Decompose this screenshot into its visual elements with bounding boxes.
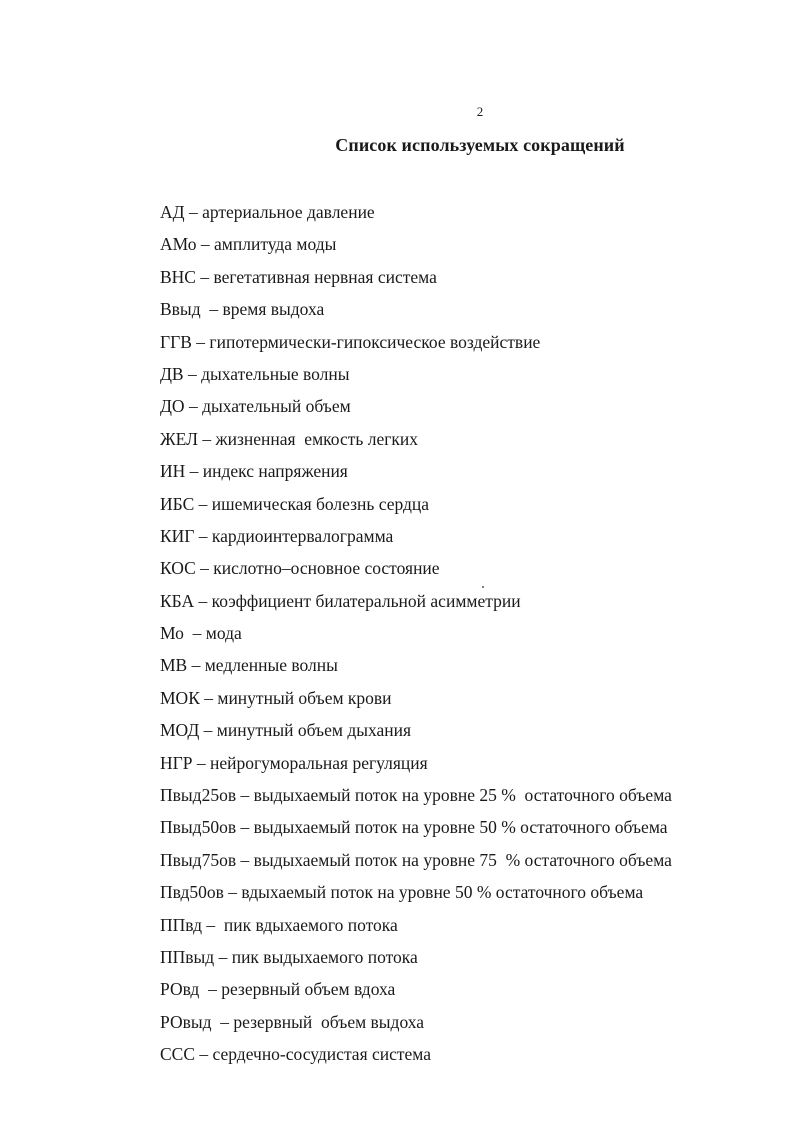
abbreviation-item: АМо – амплитуда моды [160,234,337,255]
abbreviation-item: Мо – мода [160,623,242,644]
abbreviation-item: КБА – коэффициент билатеральной асимметрии [160,590,521,611]
scan-speck [482,586,484,588]
abbreviation-item: ССС – сердечно-сосудистая система [160,1044,432,1065]
abbreviation-list [160,198,672,1073]
abbreviation-item: РОвд – резервный объем вдоха [160,979,396,1000]
page-number: 2 [476,104,484,119]
abbreviation-item: КОС – кислотно–основное состояние [160,558,440,579]
abbreviation-item: МОД – минутный объем дыхания [160,720,412,741]
page-title: Список используемых сокращений [335,135,625,155]
abbreviation-item: ДВ – дыхательные волны [160,363,350,384]
abbreviation-item: НГР – нейрогуморальная регуляция [160,752,428,773]
abbreviation-item: Пвд50ов – вдыхаемый поток на уровне 50 % остаточного объема [160,882,644,903]
abbreviation-item: АД – артериальное давление [160,202,375,222]
abbreviation-item: ГГВ – гипотермически-гипоксическое воздействие [160,331,541,352]
abbreviation-item: РОвыд – резервный объем выдоха [160,1011,425,1032]
abbreviation-item: ЖЕЛ – жизненная емкость легких [160,428,419,449]
abbreviation-item: МОК – минутный объем крови [160,687,392,708]
abbreviation-item: Пвыд50ов – выдыхаемый поток на уровне 50 % остаточного объема [160,817,668,838]
abbreviation-item: ИБС – ишемическая болезнь сердца [160,493,430,514]
abbreviation-item: ППвыд – пик выдыхаемого потока [160,946,418,967]
abbreviation-item: КИГ – кардиоинтервалограмма [160,525,394,546]
abbreviation-item: ВНС – вегетативная нервная система [160,266,437,287]
abbreviation-item: ИН – индекс напряжения [160,461,348,482]
abbreviation-item: ДО – дыхательный объем [160,396,351,417]
abbreviation-item: ППвд – пик вдыхаемого потока [160,914,398,935]
abbreviation-item: Пвыд75ов – выдыхаемый поток на уровне 75 % остаточного объема [160,849,672,870]
abbreviation-item: Ввыд – время выдоха [160,299,325,320]
abbreviation-item: Пвыд25ов – выдыхаемый поток на уровне 25 % остаточного объема [160,785,672,806]
abbreviation-item: МВ – медленные волны [160,655,338,676]
